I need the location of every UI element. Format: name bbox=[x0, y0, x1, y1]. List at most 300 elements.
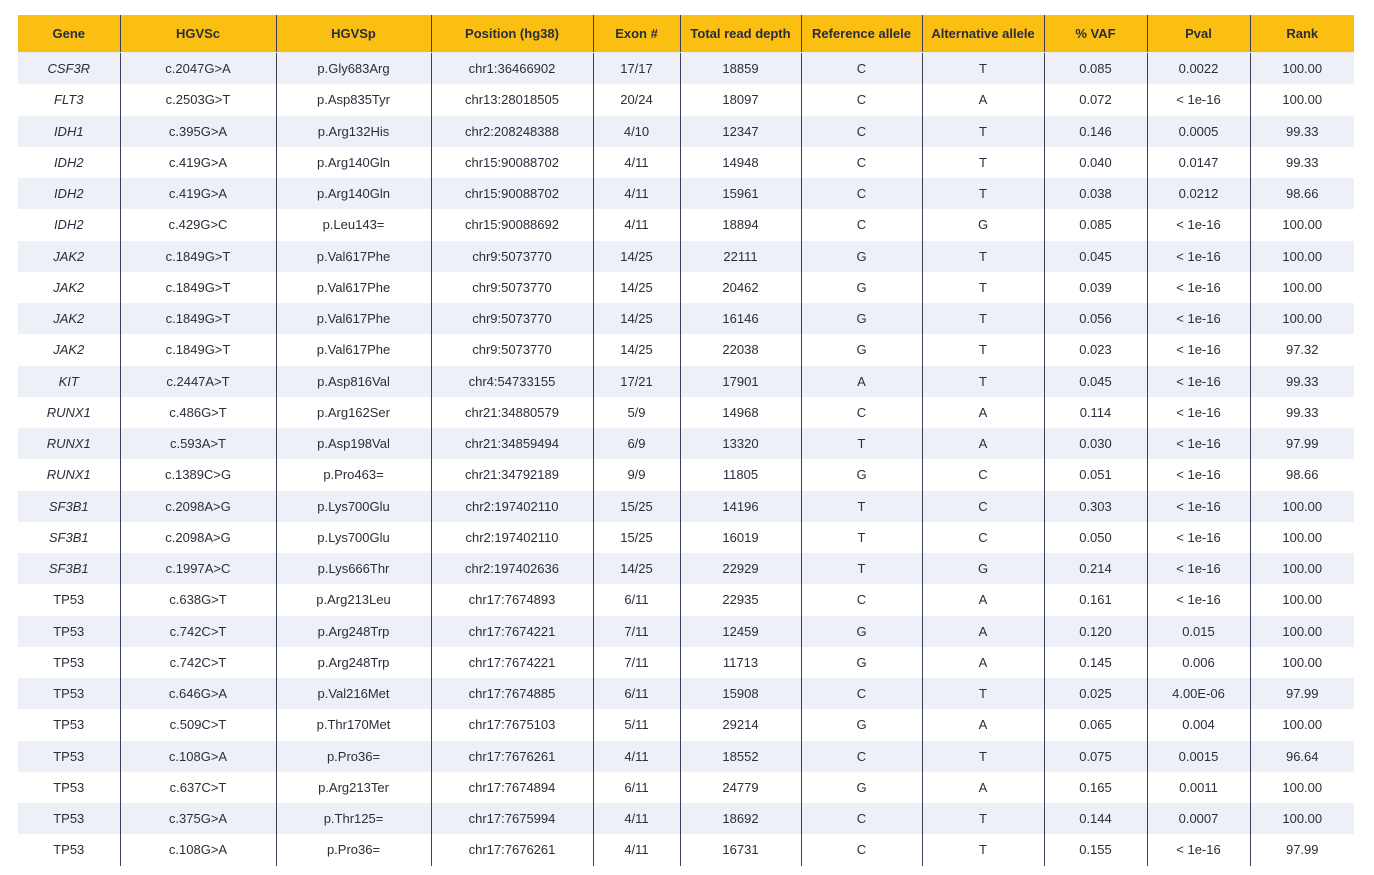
hgvsc-cell: c.2098A>G bbox=[120, 491, 276, 522]
table-row bbox=[18, 147, 1354, 178]
pval-cell: 0.0011 bbox=[1147, 772, 1250, 803]
rank-cell: 100.00 bbox=[1250, 616, 1354, 647]
reference-allele-cell: C bbox=[801, 741, 922, 772]
alternative-allele-cell: G bbox=[922, 209, 1044, 240]
exon-cell: 15/25 bbox=[593, 522, 680, 553]
exon-cell: 4/11 bbox=[593, 834, 680, 865]
reference-allele-cell: G bbox=[801, 272, 922, 303]
table-row bbox=[18, 84, 1354, 115]
hgvsc-cell: c.375G>A bbox=[120, 803, 276, 834]
hgvsp-cell: p.Lys700Glu bbox=[276, 491, 431, 522]
pval-cell: < 1e-16 bbox=[1147, 272, 1250, 303]
table-row bbox=[18, 491, 1354, 522]
read-depth-cell: 13320 bbox=[680, 428, 801, 459]
rank-cell: 100.00 bbox=[1250, 803, 1354, 834]
gene-cell: KIT bbox=[18, 366, 120, 397]
alternative-allele-cell: A bbox=[922, 647, 1044, 678]
hgvsp-cell: p.Arg248Trp bbox=[276, 647, 431, 678]
table-row bbox=[18, 834, 1354, 865]
column-header-pval: Pval bbox=[1147, 15, 1250, 53]
vaf-cell: 0.085 bbox=[1044, 209, 1147, 240]
header-row bbox=[18, 15, 1354, 53]
alternative-allele-cell: G bbox=[922, 553, 1044, 584]
hgvsp-cell: p.Arg162Ser bbox=[276, 397, 431, 428]
rank-cell: 99.33 bbox=[1250, 147, 1354, 178]
read-depth-cell: 15908 bbox=[680, 678, 801, 709]
position-cell: chr2:197402636 bbox=[431, 553, 593, 584]
alternative-allele-cell: T bbox=[922, 116, 1044, 147]
position-cell: chr15:90088702 bbox=[431, 147, 593, 178]
hgvsc-cell: c.419G>A bbox=[120, 147, 276, 178]
vaf-cell: 0.056 bbox=[1044, 303, 1147, 334]
rank-cell: 100.00 bbox=[1250, 647, 1354, 678]
reference-allele-cell: A bbox=[801, 366, 922, 397]
exon-cell: 9/9 bbox=[593, 459, 680, 490]
vaf-cell: 0.072 bbox=[1044, 84, 1147, 115]
alternative-allele-cell: T bbox=[922, 741, 1044, 772]
gene-cell: TP53 bbox=[18, 616, 120, 647]
vaf-cell: 0.146 bbox=[1044, 116, 1147, 147]
column-header-read-depth: Total read depth bbox=[680, 15, 801, 53]
pval-cell: < 1e-16 bbox=[1147, 209, 1250, 240]
hgvsc-cell: c.395G>A bbox=[120, 116, 276, 147]
vaf-cell: 0.065 bbox=[1044, 709, 1147, 740]
exon-cell: 4/11 bbox=[593, 209, 680, 240]
position-cell: chr17:7676261 bbox=[431, 741, 593, 772]
vaf-cell: 0.303 bbox=[1044, 491, 1147, 522]
hgvsp-cell: p.Pro463= bbox=[276, 459, 431, 490]
hgvsc-cell: c.1997A>C bbox=[120, 553, 276, 584]
hgvsc-cell: c.429G>C bbox=[120, 209, 276, 240]
table-row bbox=[18, 428, 1354, 459]
vaf-cell: 0.045 bbox=[1044, 241, 1147, 272]
gene-cell: RUNX1 bbox=[18, 428, 120, 459]
position-cell: chr17:7674221 bbox=[431, 647, 593, 678]
column-header-hgvsc: HGVSc bbox=[120, 15, 276, 53]
alternative-allele-cell: T bbox=[922, 147, 1044, 178]
alternative-allele-cell: T bbox=[922, 178, 1044, 209]
reference-allele-cell: C bbox=[801, 84, 922, 115]
vaf-cell: 0.040 bbox=[1044, 147, 1147, 178]
vaf-cell: 0.038 bbox=[1044, 178, 1147, 209]
gene-cell: JAK2 bbox=[18, 334, 120, 365]
hgvsp-cell: p.Val617Phe bbox=[276, 272, 431, 303]
alternative-allele-cell: T bbox=[922, 834, 1044, 865]
position-cell: chr21:34880579 bbox=[431, 397, 593, 428]
hgvsc-cell: c.1849G>T bbox=[120, 334, 276, 365]
hgvsp-cell: p.Val617Phe bbox=[276, 334, 431, 365]
exon-cell: 4/11 bbox=[593, 147, 680, 178]
gene-cell: IDH2 bbox=[18, 178, 120, 209]
exon-cell: 5/11 bbox=[593, 709, 680, 740]
read-depth-cell: 12459 bbox=[680, 616, 801, 647]
reference-allele-cell: G bbox=[801, 241, 922, 272]
alternative-allele-cell: C bbox=[922, 459, 1044, 490]
exon-cell: 17/17 bbox=[593, 53, 680, 85]
pval-cell: < 1e-16 bbox=[1147, 522, 1250, 553]
gene-cell: TP53 bbox=[18, 803, 120, 834]
hgvsp-cell: p.Asp835Tyr bbox=[276, 84, 431, 115]
read-depth-cell: 11713 bbox=[680, 647, 801, 678]
table-row bbox=[18, 522, 1354, 553]
read-depth-cell: 18097 bbox=[680, 84, 801, 115]
table-row bbox=[18, 772, 1354, 803]
vaf-cell: 0.165 bbox=[1044, 772, 1147, 803]
pval-cell: < 1e-16 bbox=[1147, 241, 1250, 272]
read-depth-cell: 17901 bbox=[680, 366, 801, 397]
exon-cell: 4/11 bbox=[593, 178, 680, 209]
hgvsc-cell: c.486G>T bbox=[120, 397, 276, 428]
gene-cell: IDH2 bbox=[18, 147, 120, 178]
hgvsc-cell: c.2447A>T bbox=[120, 366, 276, 397]
rank-cell: 99.33 bbox=[1250, 397, 1354, 428]
pval-cell: < 1e-16 bbox=[1147, 491, 1250, 522]
gene-cell: IDH2 bbox=[18, 209, 120, 240]
vaf-cell: 0.050 bbox=[1044, 522, 1147, 553]
table-row bbox=[18, 459, 1354, 490]
reference-allele-cell: G bbox=[801, 772, 922, 803]
rank-cell: 100.00 bbox=[1250, 272, 1354, 303]
hgvsp-cell: p.Asp816Val bbox=[276, 366, 431, 397]
table-body bbox=[18, 53, 1354, 866]
table-row bbox=[18, 553, 1354, 584]
table-row bbox=[18, 647, 1354, 678]
read-depth-cell: 22935 bbox=[680, 584, 801, 615]
hgvsc-cell: c.2503G>T bbox=[120, 84, 276, 115]
table-row bbox=[18, 116, 1354, 147]
gene-cell: TP53 bbox=[18, 709, 120, 740]
position-cell: chr13:28018505 bbox=[431, 84, 593, 115]
exon-cell: 14/25 bbox=[593, 334, 680, 365]
vaf-cell: 0.145 bbox=[1044, 647, 1147, 678]
read-depth-cell: 22038 bbox=[680, 334, 801, 365]
read-depth-cell: 15961 bbox=[680, 178, 801, 209]
exon-cell: 14/25 bbox=[593, 272, 680, 303]
rank-cell: 100.00 bbox=[1250, 709, 1354, 740]
pval-cell: < 1e-16 bbox=[1147, 303, 1250, 334]
reference-allele-cell: T bbox=[801, 553, 922, 584]
position-cell: chr2:197402110 bbox=[431, 522, 593, 553]
read-depth-cell: 16019 bbox=[680, 522, 801, 553]
alternative-allele-cell: T bbox=[922, 803, 1044, 834]
vaf-cell: 0.045 bbox=[1044, 366, 1147, 397]
position-cell: chr2:208248388 bbox=[431, 116, 593, 147]
rank-cell: 100.00 bbox=[1250, 241, 1354, 272]
hgvsp-cell: p.Pro36= bbox=[276, 741, 431, 772]
reference-allele-cell: C bbox=[801, 147, 922, 178]
position-cell: chr15:90088702 bbox=[431, 178, 593, 209]
pval-cell: < 1e-16 bbox=[1147, 366, 1250, 397]
position-cell: chr17:7674894 bbox=[431, 772, 593, 803]
hgvsp-cell: p.Thr125= bbox=[276, 803, 431, 834]
position-cell: chr17:7676261 bbox=[431, 834, 593, 865]
alternative-allele-cell: A bbox=[922, 709, 1044, 740]
vaf-cell: 0.144 bbox=[1044, 803, 1147, 834]
pval-cell: < 1e-16 bbox=[1147, 334, 1250, 365]
exon-cell: 20/24 bbox=[593, 84, 680, 115]
read-depth-cell: 16146 bbox=[680, 303, 801, 334]
pval-cell: < 1e-16 bbox=[1147, 834, 1250, 865]
alternative-allele-cell: T bbox=[922, 241, 1044, 272]
hgvsc-cell: c.593A>T bbox=[120, 428, 276, 459]
exon-cell: 5/9 bbox=[593, 397, 680, 428]
pval-cell: < 1e-16 bbox=[1147, 428, 1250, 459]
hgvsc-cell: c.646G>A bbox=[120, 678, 276, 709]
hgvsc-cell: c.108G>A bbox=[120, 741, 276, 772]
hgvsc-cell: c.637C>T bbox=[120, 772, 276, 803]
read-depth-cell: 11805 bbox=[680, 459, 801, 490]
table-row bbox=[18, 303, 1354, 334]
exon-cell: 14/25 bbox=[593, 303, 680, 334]
reference-allele-cell: G bbox=[801, 459, 922, 490]
reference-allele-cell: G bbox=[801, 303, 922, 334]
pval-cell: 4.00E-06 bbox=[1147, 678, 1250, 709]
vaf-cell: 0.030 bbox=[1044, 428, 1147, 459]
reference-allele-cell: C bbox=[801, 678, 922, 709]
hgvsp-cell: p.Val617Phe bbox=[276, 241, 431, 272]
alternative-allele-cell: T bbox=[922, 272, 1044, 303]
hgvsp-cell: p.Arg248Trp bbox=[276, 616, 431, 647]
table-row bbox=[18, 741, 1354, 772]
pval-cell: 0.015 bbox=[1147, 616, 1250, 647]
hgvsc-cell: c.1849G>T bbox=[120, 303, 276, 334]
hgvsp-cell: p.Asp198Val bbox=[276, 428, 431, 459]
read-depth-cell: 14948 bbox=[680, 147, 801, 178]
read-depth-cell: 24779 bbox=[680, 772, 801, 803]
table-row bbox=[18, 709, 1354, 740]
position-cell: chr17:7675103 bbox=[431, 709, 593, 740]
vaf-cell: 0.120 bbox=[1044, 616, 1147, 647]
gene-cell: TP53 bbox=[18, 584, 120, 615]
alternative-allele-cell: T bbox=[922, 53, 1044, 85]
alternative-allele-cell: A bbox=[922, 772, 1044, 803]
read-depth-cell: 18894 bbox=[680, 209, 801, 240]
alternative-allele-cell: A bbox=[922, 397, 1044, 428]
reference-allele-cell: C bbox=[801, 178, 922, 209]
position-cell: chr9:5073770 bbox=[431, 241, 593, 272]
hgvsc-cell: c.108G>A bbox=[120, 834, 276, 865]
reference-allele-cell: C bbox=[801, 116, 922, 147]
table-row bbox=[18, 272, 1354, 303]
gene-cell: SF3B1 bbox=[18, 491, 120, 522]
position-cell: chr17:7674885 bbox=[431, 678, 593, 709]
hgvsp-cell: p.Leu143= bbox=[276, 209, 431, 240]
alternative-allele-cell: T bbox=[922, 366, 1044, 397]
vaf-cell: 0.023 bbox=[1044, 334, 1147, 365]
reference-allele-cell: C bbox=[801, 834, 922, 865]
variant-table bbox=[18, 15, 1354, 866]
rank-cell: 96.64 bbox=[1250, 741, 1354, 772]
hgvsp-cell: p.Val617Phe bbox=[276, 303, 431, 334]
hgvsp-cell: p.Arg140Gln bbox=[276, 178, 431, 209]
column-header-exon: Exon # bbox=[593, 15, 680, 53]
gene-cell: TP53 bbox=[18, 772, 120, 803]
hgvsp-cell: p.Thr170Met bbox=[276, 709, 431, 740]
table-row bbox=[18, 397, 1354, 428]
alternative-allele-cell: T bbox=[922, 334, 1044, 365]
column-header-alternative-allele: Alternative allele bbox=[922, 15, 1044, 53]
column-header-position: Position (hg38) bbox=[431, 15, 593, 53]
pval-cell: < 1e-16 bbox=[1147, 397, 1250, 428]
reference-allele-cell: C bbox=[801, 53, 922, 85]
exon-cell: 4/11 bbox=[593, 741, 680, 772]
read-depth-cell: 18552 bbox=[680, 741, 801, 772]
table-row bbox=[18, 334, 1354, 365]
hgvsp-cell: p.Arg132His bbox=[276, 116, 431, 147]
alternative-allele-cell: A bbox=[922, 616, 1044, 647]
rank-cell: 100.00 bbox=[1250, 491, 1354, 522]
vaf-cell: 0.075 bbox=[1044, 741, 1147, 772]
exon-cell: 14/25 bbox=[593, 241, 680, 272]
exon-cell: 6/11 bbox=[593, 678, 680, 709]
position-cell: chr9:5073770 bbox=[431, 303, 593, 334]
pval-cell: 0.004 bbox=[1147, 709, 1250, 740]
rank-cell: 97.99 bbox=[1250, 678, 1354, 709]
rank-cell: 100.00 bbox=[1250, 209, 1354, 240]
gene-cell: RUNX1 bbox=[18, 459, 120, 490]
hgvsp-cell: p.Arg213Leu bbox=[276, 584, 431, 615]
table-row bbox=[18, 678, 1354, 709]
position-cell: chr17:7674893 bbox=[431, 584, 593, 615]
column-header-rank: Rank bbox=[1250, 15, 1354, 53]
alternative-allele-cell: T bbox=[922, 303, 1044, 334]
reference-allele-cell: G bbox=[801, 647, 922, 678]
hgvsc-cell: c.2047G>A bbox=[120, 53, 276, 85]
pval-cell: 0.0022 bbox=[1147, 53, 1250, 85]
rank-cell: 99.33 bbox=[1250, 116, 1354, 147]
pval-cell: < 1e-16 bbox=[1147, 459, 1250, 490]
alternative-allele-cell: A bbox=[922, 84, 1044, 115]
alternative-allele-cell: C bbox=[922, 522, 1044, 553]
column-header-hgvsp: HGVSp bbox=[276, 15, 431, 53]
reference-allele-cell: C bbox=[801, 397, 922, 428]
position-cell: chr17:7674221 bbox=[431, 616, 593, 647]
hgvsc-cell: c.1389C>G bbox=[120, 459, 276, 490]
rank-cell: 100.00 bbox=[1250, 303, 1354, 334]
table-row bbox=[18, 616, 1354, 647]
position-cell: chr4:54733155 bbox=[431, 366, 593, 397]
reference-allele-cell: T bbox=[801, 428, 922, 459]
vaf-cell: 0.025 bbox=[1044, 678, 1147, 709]
reference-allele-cell: G bbox=[801, 709, 922, 740]
pval-cell: 0.0005 bbox=[1147, 116, 1250, 147]
exon-cell: 17/21 bbox=[593, 366, 680, 397]
alternative-allele-cell: A bbox=[922, 584, 1044, 615]
exon-cell: 6/11 bbox=[593, 584, 680, 615]
pval-cell: 0.0015 bbox=[1147, 741, 1250, 772]
hgvsc-cell: c.742C>T bbox=[120, 616, 276, 647]
gene-cell: TP53 bbox=[18, 678, 120, 709]
reference-allele-cell: G bbox=[801, 616, 922, 647]
gene-cell: SF3B1 bbox=[18, 553, 120, 584]
exon-cell: 7/11 bbox=[593, 647, 680, 678]
rank-cell: 100.00 bbox=[1250, 584, 1354, 615]
exon-cell: 4/10 bbox=[593, 116, 680, 147]
alternative-allele-cell: C bbox=[922, 491, 1044, 522]
table-row bbox=[18, 803, 1354, 834]
table-row bbox=[18, 241, 1354, 272]
gene-cell: RUNX1 bbox=[18, 397, 120, 428]
alternative-allele-cell: T bbox=[922, 678, 1044, 709]
exon-cell: 6/9 bbox=[593, 428, 680, 459]
exon-cell: 15/25 bbox=[593, 491, 680, 522]
position-cell: chr17:7675994 bbox=[431, 803, 593, 834]
pval-cell: 0.0147 bbox=[1147, 147, 1250, 178]
gene-cell: JAK2 bbox=[18, 303, 120, 334]
position-cell: chr9:5073770 bbox=[431, 334, 593, 365]
table-row bbox=[18, 584, 1354, 615]
rank-cell: 97.32 bbox=[1250, 334, 1354, 365]
hgvsp-cell: p.Arg140Gln bbox=[276, 147, 431, 178]
read-depth-cell: 12347 bbox=[680, 116, 801, 147]
position-cell: chr21:34859494 bbox=[431, 428, 593, 459]
position-cell: chr9:5073770 bbox=[431, 272, 593, 303]
rank-cell: 100.00 bbox=[1250, 84, 1354, 115]
hgvsc-cell: c.2098A>G bbox=[120, 522, 276, 553]
vaf-cell: 0.051 bbox=[1044, 459, 1147, 490]
gene-cell: TP53 bbox=[18, 741, 120, 772]
table-row bbox=[18, 366, 1354, 397]
rank-cell: 98.66 bbox=[1250, 459, 1354, 490]
rank-cell: 97.99 bbox=[1250, 834, 1354, 865]
gene-cell: JAK2 bbox=[18, 272, 120, 303]
hgvsp-cell: p.Gly683Arg bbox=[276, 53, 431, 85]
rank-cell: 100.00 bbox=[1250, 53, 1354, 85]
hgvsc-cell: c.419G>A bbox=[120, 178, 276, 209]
read-depth-cell: 22929 bbox=[680, 553, 801, 584]
vaf-cell: 0.039 bbox=[1044, 272, 1147, 303]
hgvsp-cell: p.Arg213Ter bbox=[276, 772, 431, 803]
rank-cell: 97.99 bbox=[1250, 428, 1354, 459]
rank-cell: 99.33 bbox=[1250, 366, 1354, 397]
vaf-cell: 0.114 bbox=[1044, 397, 1147, 428]
rank-cell: 100.00 bbox=[1250, 522, 1354, 553]
reference-allele-cell: C bbox=[801, 209, 922, 240]
position-cell: chr21:34792189 bbox=[431, 459, 593, 490]
read-depth-cell: 14196 bbox=[680, 491, 801, 522]
hgvsp-cell: p.Pro36= bbox=[276, 834, 431, 865]
hgvsp-cell: p.Lys700Glu bbox=[276, 522, 431, 553]
reference-allele-cell: T bbox=[801, 491, 922, 522]
gene-cell: JAK2 bbox=[18, 241, 120, 272]
position-cell: chr2:197402110 bbox=[431, 491, 593, 522]
vaf-cell: 0.155 bbox=[1044, 834, 1147, 865]
vaf-cell: 0.161 bbox=[1044, 584, 1147, 615]
pval-cell: < 1e-16 bbox=[1147, 84, 1250, 115]
read-depth-cell: 14968 bbox=[680, 397, 801, 428]
read-depth-cell: 29214 bbox=[680, 709, 801, 740]
position-cell: chr15:90088692 bbox=[431, 209, 593, 240]
read-depth-cell: 18692 bbox=[680, 803, 801, 834]
pval-cell: 0.006 bbox=[1147, 647, 1250, 678]
pval-cell: 0.0007 bbox=[1147, 803, 1250, 834]
gene-cell: TP53 bbox=[18, 647, 120, 678]
read-depth-cell: 22111 bbox=[680, 241, 801, 272]
pval-cell: 0.0212 bbox=[1147, 178, 1250, 209]
rank-cell: 98.66 bbox=[1250, 178, 1354, 209]
rank-cell: 100.00 bbox=[1250, 553, 1354, 584]
hgvsc-cell: c.638G>T bbox=[120, 584, 276, 615]
hgvsp-cell: p.Val216Met bbox=[276, 678, 431, 709]
hgvsc-cell: c.509C>T bbox=[120, 709, 276, 740]
hgvsc-cell: c.1849G>T bbox=[120, 272, 276, 303]
gene-cell: SF3B1 bbox=[18, 522, 120, 553]
vaf-cell: 0.085 bbox=[1044, 53, 1147, 85]
gene-cell: FLT3 bbox=[18, 84, 120, 115]
column-header-vaf: % VAF bbox=[1044, 15, 1147, 53]
alternative-allele-cell: A bbox=[922, 428, 1044, 459]
rank-cell: 100.00 bbox=[1250, 772, 1354, 803]
